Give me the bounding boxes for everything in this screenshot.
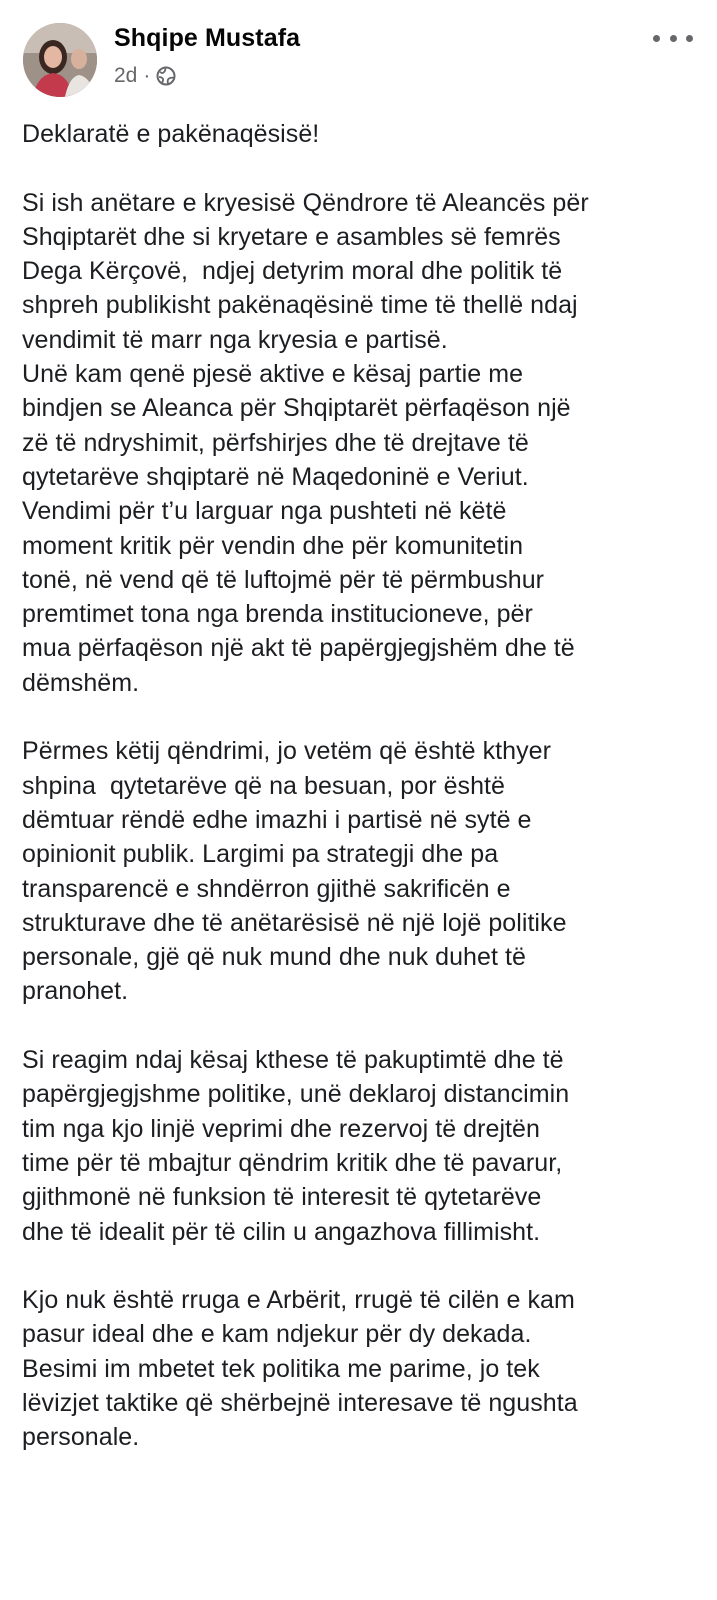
- post-text-line: personale, gjë që nuk mund dhe nuk duhet të: [22, 943, 526, 972]
- post-text-line: Besimi im mbetet tek politika me parime, jo tek: [22, 1354, 540, 1383]
- post-text-line: Kjo nuk është rruga e Arbërit, rrugë të cilën e kam: [22, 1286, 575, 1315]
- post-text-line: tim nga kjo linjë veprimi dhe rezervoj të drejtën: [22, 1114, 540, 1143]
- post-text-line: qytetarëve shqiptarë në Maqedoninë e Veriut.: [22, 462, 529, 491]
- post-text-line: shpina qytetarëve që na besuan, por është: [22, 771, 505, 800]
- post-text-line: gjithmonë në funksion të interesit të qytetarëve: [22, 1183, 542, 1212]
- post-text-line: bindjen se Aleanca për Shqiptarët përfaqëson një: [22, 394, 571, 423]
- post-text: [22, 117, 712, 1455]
- post-text-line: zë të ndryshimit, përfshirjes dhe të drejtave të: [22, 428, 529, 457]
- paragraph-gap: [22, 1009, 712, 1043]
- post-text-line: strukturave dhe të anëtarësisë në një lojë politike: [22, 908, 567, 937]
- paragraph-gap: [22, 151, 712, 185]
- post-text-line: dhe të idealit për të cilin u angazhova fillimisht.: [22, 1217, 541, 1246]
- post-text-line: personale.: [22, 1423, 140, 1452]
- post-text-line: Dega Kërçovë, ndjej detyrim moral dhe politik të: [22, 257, 563, 286]
- post-text-line: pranohet.: [22, 977, 129, 1006]
- more-options-icon[interactable]: [653, 28, 693, 48]
- avatar-photo: [23, 23, 97, 97]
- post-text-line: premtimet tona nga brenda institucioneve, për: [22, 600, 533, 629]
- post-text-line: Shqiptarët dhe si kryetare e asambles së femrës: [22, 222, 561, 251]
- post-text-line: moment kritik për vendin dhe për komunitetin: [22, 531, 524, 560]
- post-text-line: pasur ideal dhe e kam ndjekur për dy dekada.: [22, 1320, 532, 1349]
- more-dot: [670, 35, 677, 42]
- post-text-line: transparencë e shndërron gjithë sakrificën e: [22, 874, 511, 903]
- post-text-line: Si ish anëtare e kryesisë Qëndrore të Aleancës për: [22, 188, 589, 217]
- author-name[interactable]: Shqipe Mustafa: [114, 24, 301, 52]
- post-text-line: Si reagim ndaj kësaj kthese të pakuptimtë dhe të: [22, 1046, 564, 1075]
- post-text-line: Deklaratë e pakënaqësisë!: [22, 120, 320, 148]
- post-text-line: dëmtuar rëndë edhe imazhi i partisë në sytë e: [22, 805, 532, 834]
- more-dot: [653, 35, 660, 42]
- more-dot: [686, 35, 693, 42]
- avatar[interactable]: [23, 23, 97, 97]
- post-text-line: tonë, në vend që të luftojmë për të përmbushur: [22, 565, 545, 594]
- post-text-line: opinionit publik. Largimi pa strategji dhe pa: [22, 840, 499, 869]
- paragraph-gap: [22, 700, 712, 734]
- post-time[interactable]: 2d: [114, 64, 138, 87]
- post-text-line: vendimit të marr nga kryesia e partisë.: [22, 325, 448, 354]
- post-text-line: Unë kam qenë pjesë aktive e kësaj partie me: [22, 360, 524, 389]
- post-meta: [114, 64, 176, 88]
- post-text-line: shpreh publikisht pakënaqësinë time të thellë ndaj: [22, 291, 578, 320]
- paragraph-gap: [22, 1249, 712, 1283]
- post-header: [0, 0, 717, 110]
- post-text-line: papërgjegjshme politike, unë deklaroj distancimin: [22, 1080, 570, 1109]
- post-text-line: mua përfaqëson një akt të papërgjegjshëm dhe të: [22, 634, 575, 663]
- meta-separator: ·: [143, 64, 151, 87]
- post-text-line: lëvizjet taktike që shërbejnë interesave të ngushta: [22, 1388, 578, 1417]
- post-text-line: Vendimi për t’u larguar nga pushteti në këtë: [22, 497, 507, 526]
- post-text-line: time për të mbajtur qëndrim kritik dhe të pavarur,: [22, 1148, 563, 1177]
- globe-icon[interactable]: [156, 66, 176, 86]
- post-text-line: dëmshëm.: [22, 668, 140, 697]
- post-text-line: Përmes këtij qëndrimi, jo vetëm që është kthyer: [22, 737, 551, 766]
